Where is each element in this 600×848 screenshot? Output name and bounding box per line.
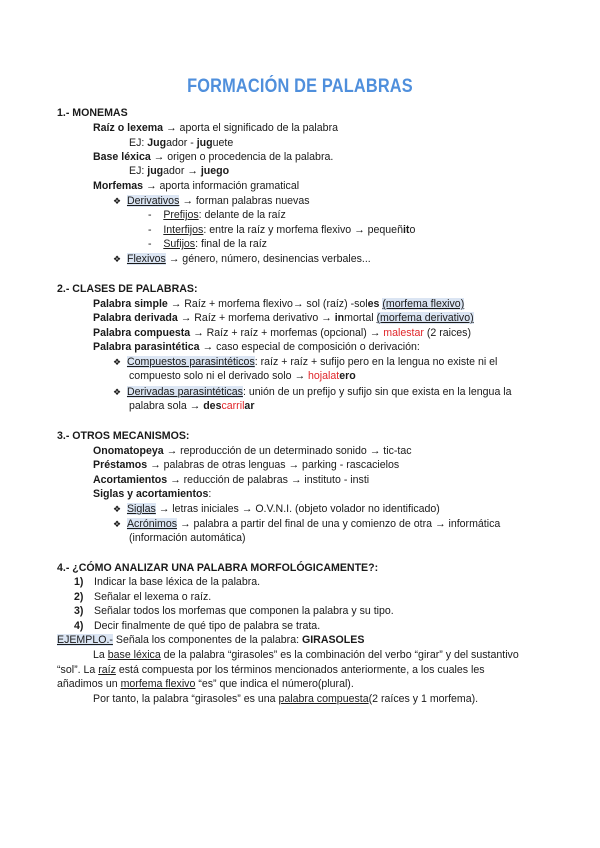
line-palabra-parasintetica: [93, 340, 420, 354]
derivative-morpheme: in: [334, 312, 345, 324]
dash-sufijos: [148, 237, 267, 251]
flexive-morpheme: es: [367, 298, 380, 310]
step-text: Indicar la base léxica de la palabra.: [94, 576, 261, 588]
paragraph-line-3: [57, 677, 354, 691]
example-label: EJ:: [129, 137, 148, 149]
line-prestamos: [93, 458, 399, 472]
line-onomatopeya: [93, 444, 412, 458]
line-palabra-simple: [93, 297, 464, 311]
term-derivadas-parasinteticas: Derivadas parasintéticas: [126, 386, 243, 398]
line-compuestos-cont: [129, 369, 356, 383]
term-prestamos: Préstamos: [93, 459, 148, 471]
section-heading-monemas: 1.- MONEMAS: [57, 107, 128, 119]
desc-base-lexica: → origen o procedencia de la palabra.: [150, 151, 334, 163]
desc-palabra-derivada-end: mortal: [344, 312, 377, 324]
paragraph-text: de la palabra “girasoles” es la combinación del verbo “girar” y del sustantivo: [160, 649, 519, 661]
example-hojalat: hojalat: [308, 370, 340, 382]
example-label: EJ:: [129, 165, 148, 177]
example-raiz: [129, 136, 233, 150]
desc-prestamos: → palabras de otras lenguas → parking - rascacielos: [147, 459, 400, 471]
desc-interfijos: : entre la raíz y morfema flexivo → pequeñ: [203, 224, 403, 236]
term-palabra-compuesta: Palabra compuesta: [93, 327, 191, 339]
step-text: Señalar todos los morfemas que componen la palabra y su tipo.: [94, 605, 394, 617]
step-number: 1): [74, 576, 84, 588]
line-acortamientos: [93, 473, 369, 487]
bullet-derivadas-parasinteticas: [113, 385, 512, 399]
dash-bullet-icon: -: [148, 224, 152, 236]
paragraph-term: raíz: [98, 664, 116, 676]
term-acronimos: Acrónimos: [126, 518, 178, 530]
example-carril: carril: [221, 400, 245, 412]
term-palabra-derivada: Palabra derivada: [93, 312, 178, 324]
diamond-bullet-icon: ❖: [113, 504, 122, 514]
example-root: juego: [200, 165, 230, 177]
line-palabra-compuesta: [93, 326, 471, 340]
diamond-bullet-icon: ❖: [113, 196, 122, 206]
term-acortamientos: Acortamientos: [93, 474, 168, 486]
dash-bullet-icon: -: [148, 209, 152, 221]
desc-morfemas: → aporta información gramatical: [143, 180, 300, 192]
term-base-lexica: Base léxica: [93, 151, 151, 163]
desc-acortamientos: → reducción de palabras → instituto - insti: [167, 474, 370, 486]
desc-compuestos-parasinteticos: : raíz + raíz + sufijo pero en la lengua no existe ni el: [254, 356, 498, 368]
term-compuestos-parasinteticos: Compuestos parasintéticos: [126, 356, 255, 368]
desc-siglas: → letras iniciales → O.V.N.I. (objeto volador no identificado): [155, 503, 440, 515]
example-text: ador →: [163, 165, 201, 177]
step-3: [74, 604, 394, 618]
highlight-morfema-derivativo: (morfema derivativo): [376, 312, 474, 324]
diamond-bullet-icon: ❖: [113, 357, 122, 367]
term-palabra-parasintetica: Palabra parasintética: [93, 341, 200, 353]
diamond-bullet-icon: ❖: [113, 254, 122, 264]
section-heading-analizar: 4.- ¿CÓMO ANALIZAR UNA PALABRA MORFOLÓGICAMENTE?:: [57, 562, 379, 574]
paragraph-term: palabra compuesta: [278, 693, 369, 705]
ejemplo-label: EJEMPLO.-: [57, 634, 113, 646]
term-raiz: Raíz o lexema: [93, 122, 164, 134]
desc-derivativos: → forman palabras nuevas: [179, 195, 310, 207]
paragraph-line-4: [93, 692, 478, 706]
bullet-compuestos-parasinteticos: [113, 355, 497, 369]
example-malestar: malestar: [383, 327, 424, 339]
term-onomatopeya: Onomatopeya: [93, 445, 164, 457]
step-number: 4): [74, 620, 84, 632]
desc-palabra-simple: → Raíz + morfema flexivo→ sol (raíz) -sol: [167, 298, 368, 310]
paragraph-text: añadimos un: [57, 678, 121, 690]
desc-raiz: → aporta el significado de la palabra: [163, 122, 338, 134]
line-morfemas: [93, 179, 299, 193]
example-prefix: des: [203, 400, 222, 412]
page-title: FORMACIÓN DE PALABRAS: [187, 76, 413, 97]
dash-interfijos: [148, 223, 415, 237]
paragraph-text: está compuesta por los términos mencionados anteriormente, a los cuales les: [115, 664, 485, 676]
interfix: it: [402, 224, 410, 236]
example-root: jug: [196, 137, 213, 149]
paragraph-text: “sol”. La: [57, 664, 99, 676]
section-heading-mecanismos: 3.- OTROS MECANISMOS:: [57, 430, 190, 442]
term-morfemas: Morfemas: [93, 180, 144, 192]
desc-acronimos: → palabra a partir del final de una y comienzo de otra → informática: [177, 518, 501, 530]
bullet-acronimos: [113, 517, 500, 531]
step-text: Decir finalmente de qué tipo de palabra se trata.: [94, 620, 321, 632]
line-derivadas-cont: [129, 399, 254, 413]
diamond-bullet-icon: ❖: [113, 387, 122, 397]
line-base-lexica: [93, 150, 333, 164]
desc-palabra-compuesta: → Raíz + raíz + morfemas (opcional) →: [190, 327, 384, 339]
example-base: [129, 164, 229, 178]
colon: :: [208, 488, 212, 500]
line-raiz: [93, 121, 338, 135]
paragraph-line-1: [93, 648, 519, 662]
bullet-siglas: [113, 502, 440, 516]
term-siglas: Siglas: [126, 503, 156, 515]
bullet-flexivos: [113, 252, 371, 266]
highlight-morfema-flexivo: (morfema flexivo): [382, 298, 465, 310]
desc-palabra-parasintetica: → caso especial de composición o derivación:: [199, 341, 420, 353]
paragraph-term: base léxica: [107, 649, 161, 661]
desc-derivadas-parasinteticas: : unión de un prefijo y sufijo sin que exista en la lengua la: [242, 386, 512, 398]
desc-flexivos: → género, número, desinencias verbales...: [165, 253, 371, 265]
desc-prefijos: : delante de la raíz: [198, 209, 286, 221]
bullet-derivativos: [113, 194, 310, 208]
line-palabra-derivada: [93, 311, 474, 325]
example-suffix: ar: [244, 400, 255, 412]
desc-raices: (2 raices): [423, 327, 471, 339]
desc-derivadas-cont: palabra sola →: [129, 400, 204, 412]
example-root: Jug: [147, 137, 167, 149]
paragraph-text: (2 raíces y 1 morfema).: [368, 693, 479, 705]
term-palabra-simple: Palabra simple: [93, 298, 168, 310]
section-heading-clases: 2.- CLASES DE PALABRAS:: [57, 283, 198, 295]
step-1: [74, 575, 260, 589]
desc-interfijos-end: o: [409, 224, 416, 236]
term-flexivos: Flexivos: [126, 253, 166, 265]
line-acronimos-cont: (información automática): [129, 532, 246, 544]
term-sufijos: Sufijos: [163, 238, 196, 250]
example-suffix: ero: [339, 370, 356, 382]
step-number: 3): [74, 605, 84, 617]
desc-compuestos-cont: compuesto solo ni el derivado solo →: [129, 370, 309, 382]
paragraph-term: morfema flexivo: [120, 678, 196, 690]
term-derivativos: Derivativos: [126, 195, 180, 207]
step-text: Señalar el lexema o raíz.: [94, 591, 212, 603]
example-text: ador -: [166, 137, 197, 149]
step-number: 2): [74, 591, 84, 603]
paragraph-text: “es” que indica el número(plural).: [195, 678, 354, 690]
paragraph-text: La: [93, 649, 108, 661]
paragraph-text: Por tanto, la palabra “girasoles” es una: [93, 693, 279, 705]
term-interfijos: Interfijos: [163, 224, 204, 236]
step-4: [74, 619, 320, 633]
diamond-bullet-icon: ❖: [113, 519, 122, 529]
line-ejemplo: [57, 633, 364, 647]
dash-prefijos: [148, 208, 286, 222]
desc-sufijos: : final de la raíz: [195, 238, 267, 250]
example-root: jug: [147, 165, 164, 177]
ejemplo-word: GIRASOLES: [302, 634, 365, 646]
paragraph-line-2: [57, 663, 485, 677]
dash-bullet-icon: -: [148, 238, 152, 250]
example-text: uete: [212, 137, 234, 149]
term-prefijos: Prefijos: [163, 209, 199, 221]
desc-palabra-derivada: → Raíz + morfema derivativo →: [177, 312, 335, 324]
step-2: [74, 590, 211, 604]
line-siglas-acortamientos: [93, 487, 211, 501]
ejemplo-text: Señala los componentes de la palabra:: [112, 634, 302, 646]
desc-onomatopeya: → reproducción de un determinado sonido → tic-tac: [163, 445, 412, 457]
term-siglas-acortamientos: Siglas y acortamientos: [93, 488, 209, 500]
